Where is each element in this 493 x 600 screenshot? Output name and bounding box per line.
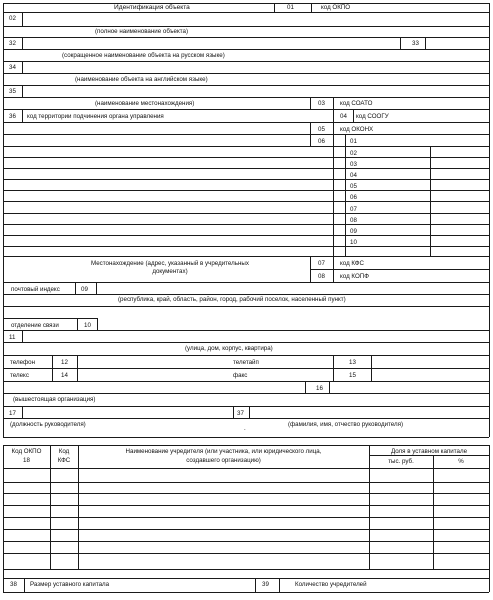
okonh-row-number: 05: [350, 183, 357, 190]
col-rub-header: тыс. руб.: [388, 458, 414, 465]
count-label: Количество учредителей: [295, 581, 367, 588]
code-12: 12: [61, 359, 68, 366]
col-kfs-header-1: Код: [58, 448, 70, 455]
code-14: 14: [61, 372, 68, 379]
code-05: 05: [318, 126, 325, 133]
code-13: 13: [349, 359, 356, 366]
code-01: 01: [287, 4, 294, 11]
okonh-row-number: 06: [350, 194, 357, 201]
code-36: 36: [9, 113, 16, 120]
okonh-row-number: 04: [350, 172, 357, 179]
code-15: 15: [349, 372, 356, 379]
col-name-header-2: создавшего организацию): [186, 457, 261, 464]
superior-caption: (вышестоящая организация): [13, 396, 96, 403]
telex-label: телекс: [10, 372, 29, 379]
kfs-label: код КФС: [340, 260, 364, 267]
postal-label: почтовый индекс: [11, 286, 60, 293]
okonh-row-number: 09: [350, 228, 357, 235]
section-title: Идентификация объекта: [114, 4, 190, 11]
teletype-label: телетайп: [233, 359, 259, 366]
code-39: 39: [262, 581, 269, 588]
address-label-line2: документах): [152, 268, 188, 275]
code-06: 06: [318, 138, 325, 145]
col-name-header-1: Наименование учредителя (или участника, или юридического лица,: [125, 448, 322, 455]
okonh-row-number: 10: [350, 239, 357, 246]
code-16: 16: [316, 385, 323, 392]
col-kfs-header-2: КФС: [57, 457, 71, 464]
soogu-label: код СООГУ: [356, 113, 389, 120]
okonh-row-number: 01: [350, 138, 357, 145]
okonh-row-number: 02: [350, 150, 357, 157]
col-pct-header: %: [458, 458, 464, 465]
position-caption: (должность руководителя): [10, 421, 86, 428]
short-name-caption: (сокращенное наименование объекта на русском языке): [62, 52, 225, 59]
code-09: 09: [81, 286, 88, 293]
code-33: 33: [412, 40, 419, 47]
territory-label: код территории подчинения органа управления: [27, 113, 164, 120]
code-37: 37: [237, 410, 244, 417]
code-10: 10: [84, 322, 91, 329]
phone-label: телефон: [10, 359, 36, 366]
separator-dot: .: [244, 425, 246, 432]
soato-label: код СОАТО: [340, 100, 373, 107]
street-caption: (улица, дом, корпус, квартира): [185, 345, 273, 352]
code-08: 08: [318, 273, 325, 280]
col-okpo-number: 18: [23, 457, 30, 464]
okpo-label: код ОКПО: [321, 4, 351, 11]
post-office-label: отделение связи: [11, 322, 59, 329]
code-07: 07: [318, 260, 325, 267]
fio-caption: (фамилия, имя, отчество руководителя): [288, 421, 404, 428]
full-name-caption: (полное наименование объекта): [95, 28, 189, 35]
capital-label: Размер уставного капитала: [30, 581, 110, 588]
code-35: 35: [9, 88, 16, 95]
okonh-row-number: 07: [350, 206, 357, 213]
region-caption: (республика, край, область, район, город, рабочий поселок, населенный пункт): [118, 296, 346, 303]
okonh-row-number: 08: [350, 217, 357, 224]
english-name-caption: (наименование объекта на английском языке): [75, 76, 208, 83]
code-38: 38: [10, 581, 17, 588]
kopf-label: код КОПФ: [340, 273, 369, 280]
okonh-label: код ОКОНХ: [340, 126, 374, 133]
code-04: 04: [340, 113, 347, 120]
code-02: 02: [9, 15, 16, 22]
code-34: 34: [9, 64, 16, 71]
col-okpo-header: Код ОКПО: [11, 448, 42, 455]
address-label-line1: Местонахождение (адрес, указанный в учредительных: [91, 260, 249, 267]
col-share-header: Доля в уставном капитале: [390, 448, 468, 455]
location-caption: (наименование местонахождения): [95, 100, 195, 107]
code-03: 03: [318, 100, 325, 107]
okonh-row-number: 03: [350, 161, 357, 168]
fax-label: факс: [233, 372, 248, 379]
code-11: 11: [9, 334, 16, 341]
code-32: 32: [9, 40, 16, 47]
code-17: 17: [9, 410, 16, 417]
